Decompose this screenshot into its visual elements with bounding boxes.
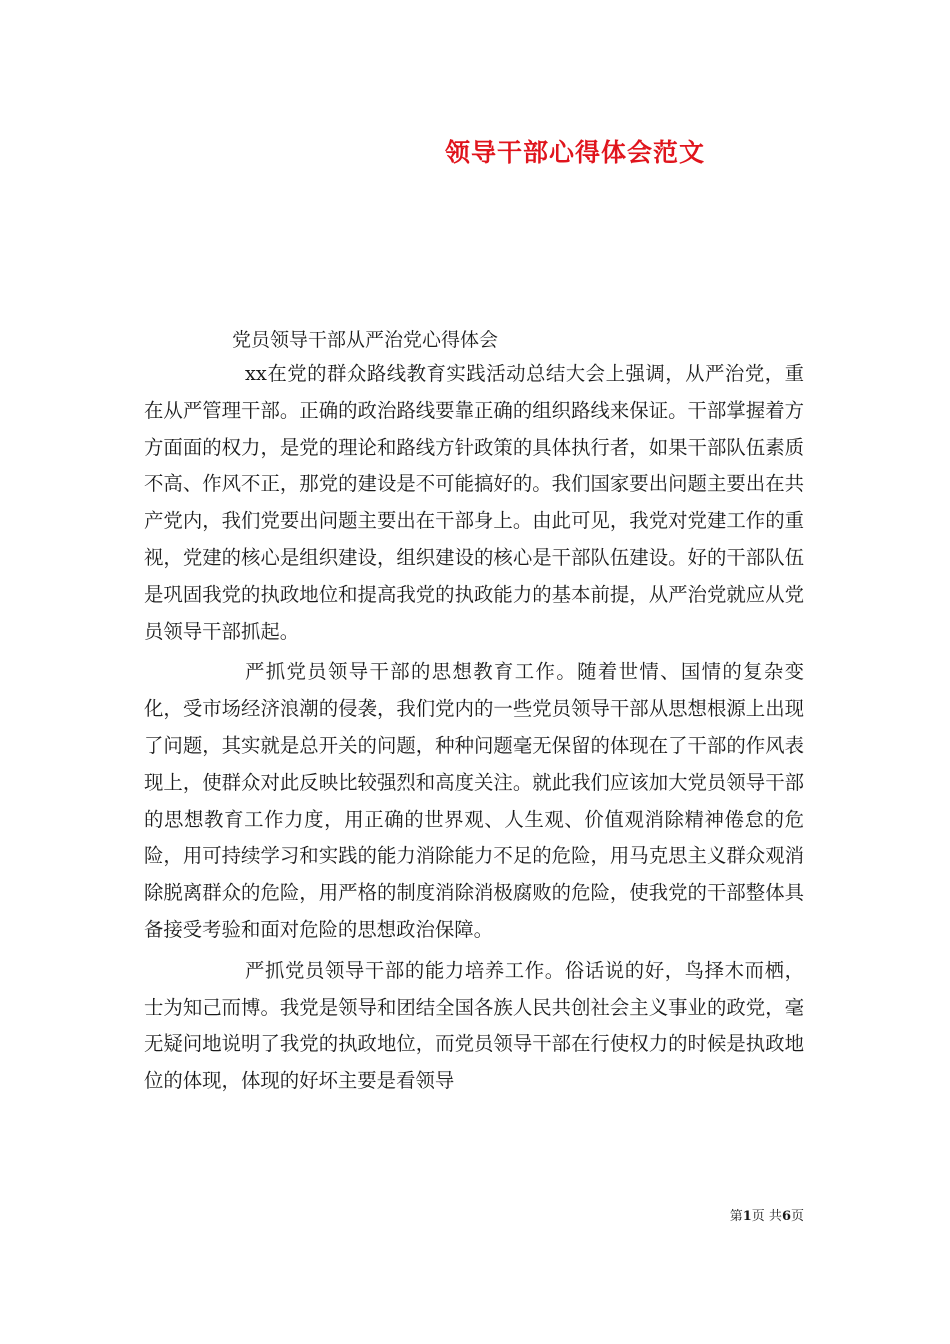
page-footer [730,1205,804,1224]
document-title: 领导干部心得体会范文 [444,138,705,167]
footer-middle: 页 共 [751,1209,782,1224]
footer-page-number: 1 [742,1209,752,1224]
footer-prefix: 第 [729,1209,743,1224]
paragraph-2: 严抓党员领导干部的思想教育工作。随着世情、国情的复杂变化，受市场经济浪潮的侵袭，我们党内的一些党员领导干部从思想根源上出现了问题，其实就是总开关的问题，种种问题毫无保留的体现在了干部的作风表现上，使群众对此反映比较强烈和高度关注。就此我们应该加大党员领导干部的思想教育工作力度，用正确的世界观、人生观、价值观消除精神倦怠的危险，用可持续学习和实践的能力消除能力不足的危险，用马克思主义群众观消除脱离群众的危险，用严格的制度消除消极腐败的危险，使我党的干部整体具备接受考验和面对危险的思想政治保障。 [144,660,804,941]
paragraph-3: 严抓党员领导干部的能力培养工作。俗话说的好，鸟择木而栖，士为知己而博。我党是领导和团结全国各族人民共创社会主义事业的政党，毫无疑问地说明了我党的执政地位，而党员领导干部在行使权力的时候是执政地位的体现，体现的好坏主要是看领导 [144,958,804,1093]
document-body [144,356,804,1104]
document-subtitle: 党员领导干部从严治党心得体会 [232,329,499,351]
footer-total-pages: 6 [781,1209,791,1224]
footer-suffix: 页 [790,1209,804,1224]
paragraph-1: xx在党的群众路线教育实践活动总结大会上强调，从严治党，重在从严管理干部。正确的政治路线要靠正确的组织路线来保证。干部掌握着方方面面的权力，是党的理论和路线方针政策的具体执行者，如果干部队伍素质不高、作风不正，那党的建设是不可能搞好的。我们国家要出问题主要出在共产党内，我们党要出问题主要出在干部身上。由此可见，我党对党建工作的重视，党建的核心是组织建设，组织建设的核心是干部队伍建设。好的干部队伍是巩固我党的执政地位和提高我党的执政能力的基本前提，从严治党就应从党员领导干部抓起。 [144,362,804,643]
